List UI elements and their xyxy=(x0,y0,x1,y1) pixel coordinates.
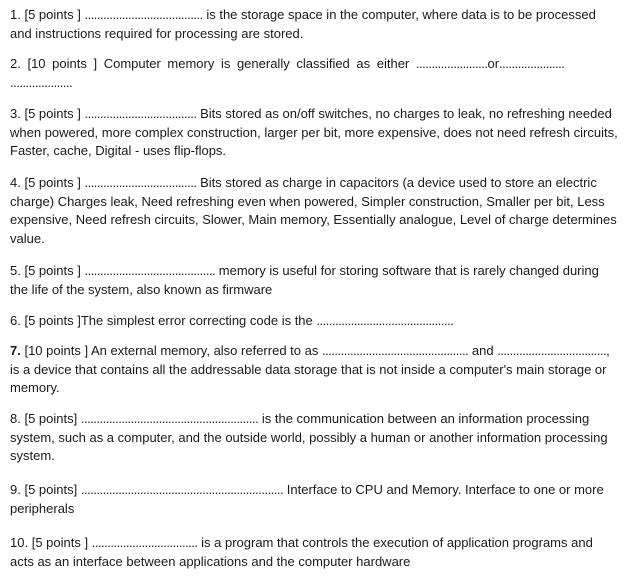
answer-blank: ...................................... xyxy=(84,7,203,22)
answer-blank: ................................................................. xyxy=(80,482,284,497)
question-number: 8. xyxy=(10,411,21,426)
answer-blank: .................................. xyxy=(91,535,198,550)
question-number: 6. xyxy=(10,313,21,328)
question-number: 4. xyxy=(10,175,21,190)
question-points: [5 points ] xyxy=(24,7,81,22)
question-text: Interface to CPU and Memory. Interface to one or more peripherals xyxy=(10,482,604,516)
question-points: [5 points ] xyxy=(24,263,81,278)
answer-blank-1: ....................... xyxy=(415,56,488,71)
answer-blank-2: ..................... xyxy=(499,56,565,71)
question-7 xyxy=(10,342,620,398)
question-text: memory is useful for storing software that is rarely changed during the life of the system, also known as firmware xyxy=(10,263,599,297)
question-number: 5. xyxy=(10,263,21,278)
question-text: An external memory, also referred to as xyxy=(90,343,319,358)
question-number: 10. xyxy=(10,535,29,550)
question-3 xyxy=(10,105,620,161)
connector-text: or xyxy=(487,56,500,71)
question-text: The simplest error correcting code is the xyxy=(80,313,313,328)
question-text-after: , is a device that contains all the addressable data storage that is not inside a computer's main storage or memory. xyxy=(10,343,610,395)
answer-blank-1: ............................................... xyxy=(321,343,469,358)
question-number: 2. xyxy=(10,56,21,71)
question-text: Bits stored as on/off switches, no charges to leak, no refreshing needed when powered, more complex construction, larger per bit, more expensive, does not need refresh circuits, Faster, cache, Digital - uses flip-flops. xyxy=(10,106,618,158)
question-text: Computer memory is generally classified as either xyxy=(103,56,410,71)
question-number: 3. xyxy=(10,106,21,121)
question-number: 9. xyxy=(10,482,21,497)
answer-blank: ......................................................... xyxy=(80,411,259,426)
question-points: [10 points ] xyxy=(27,56,98,71)
question-number: 1. xyxy=(10,7,21,22)
question-points: [5 points ] xyxy=(31,535,89,550)
question-text: is the communication between an information processing system, such as a computer, and the outside world, possibly a human or another information processing system. xyxy=(10,411,608,463)
answer-blank: .................................... xyxy=(84,106,197,121)
question-points: [10 points ] xyxy=(24,343,89,358)
question-9 xyxy=(10,481,620,518)
question-6 xyxy=(10,312,620,331)
answer-blank: ............................................ xyxy=(316,313,454,328)
question-points: [5 points ] xyxy=(24,313,81,328)
question-number: 7. xyxy=(10,343,21,358)
answer-blank-3: .................... xyxy=(10,74,73,90)
question-points: [5 points] xyxy=(24,411,78,426)
question-points: [5 points ] xyxy=(24,175,81,190)
question-5 xyxy=(10,262,620,299)
question-text: is the storage space in the computer, where data is to be processed and instructions required for processing are stored. xyxy=(10,7,596,41)
question-points: [5 points ] xyxy=(24,106,81,121)
question-points: [5 points] xyxy=(24,482,78,497)
answer-blank: .......................................... xyxy=(84,263,216,278)
question-1 xyxy=(10,6,620,43)
question-10 xyxy=(10,534,620,571)
question-8 xyxy=(10,410,620,466)
question-text: is a program that controls the execution of application programs and acts as an interface between applications and the computer hardware xyxy=(10,535,593,569)
answer-blank: .................................... xyxy=(84,175,197,190)
question-text: Bits stored as charge in capacitors (a device used to store an electric charge) Charges leak, Need refreshing even when powered, Simpler construction, Smaller per bit, Less expensive, Need refresh circuits, Slower, Main memory, Essentially analogue, Level of charge determines value. xyxy=(10,175,617,246)
question-4 xyxy=(10,174,620,248)
connector-text: and xyxy=(471,343,494,358)
answer-blank-2: ................................... xyxy=(497,343,607,358)
question-2 xyxy=(10,55,620,92)
